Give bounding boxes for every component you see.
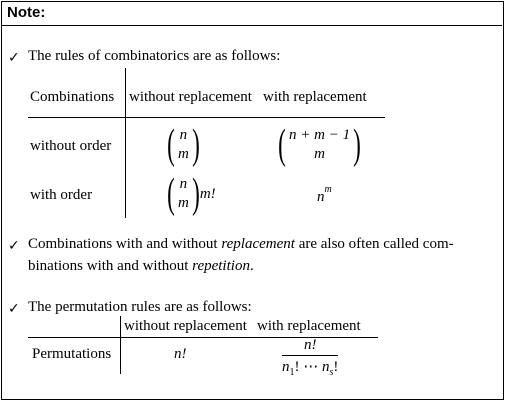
right-paren: )	[353, 122, 361, 168]
item-1-text: The rules of combinatorics are as follows:	[28, 48, 281, 64]
binom-bottom: m	[178, 195, 189, 211]
check-icon: ✓	[8, 301, 20, 317]
binomial-n-plus-m-minus-1-m	[275, 124, 364, 166]
item-2-line-2: binations with and without repetition.	[28, 258, 254, 274]
left-paren: (	[278, 122, 286, 168]
n-to-the-m: $n^m$	[317, 184, 332, 205]
table1-vertical-rule	[125, 68, 126, 218]
note-title-rule	[1, 25, 502, 26]
binomial-n-m-times-m-factorial	[164, 173, 216, 215]
n-factorial: n!	[174, 346, 187, 362]
table1-header-rule	[28, 117, 385, 118]
note-title: Note:	[7, 4, 46, 21]
table2-row-label: Permutations	[32, 346, 112, 362]
binom-bottom: m	[178, 146, 189, 162]
binom-top: n	[179, 176, 188, 192]
multinomial-fraction	[282, 337, 338, 378]
table1-col1-header: without replacement	[129, 89, 252, 105]
binom-top: n	[179, 127, 188, 143]
left-paren: (	[167, 171, 175, 217]
fraction-bar	[282, 355, 338, 356]
right-paren: )	[191, 122, 200, 168]
table2-vertical-rule	[120, 316, 121, 374]
binomial-n-m	[164, 124, 203, 166]
binom-top: n + m − 1	[289, 127, 351, 143]
item-2-line-1: Combinations with and without replacement are also often called com-	[28, 236, 454, 252]
fraction-numerator: n!	[303, 337, 317, 353]
table1-corner-header: Combinations	[30, 89, 115, 105]
left-paren: (	[167, 122, 175, 168]
fraction-denominator: $n_1$! ⋯ $n_s$!	[282, 359, 339, 378]
table2-col2-header: with replacement	[257, 318, 361, 334]
table1-row1-label: without order	[30, 138, 112, 154]
m-factorial: m!	[199, 185, 216, 202]
right-paren: )	[191, 171, 200, 217]
binom-bottom: m	[314, 146, 325, 162]
check-icon: ✓	[8, 238, 20, 254]
table1-col2-header: with replacement	[263, 89, 367, 105]
item-3-text: The permutation rules are as follows:	[28, 299, 252, 315]
table2-col1-header: without replacement	[124, 318, 247, 334]
table1-row2-label: with order	[30, 187, 93, 203]
check-icon: ✓	[8, 50, 20, 66]
